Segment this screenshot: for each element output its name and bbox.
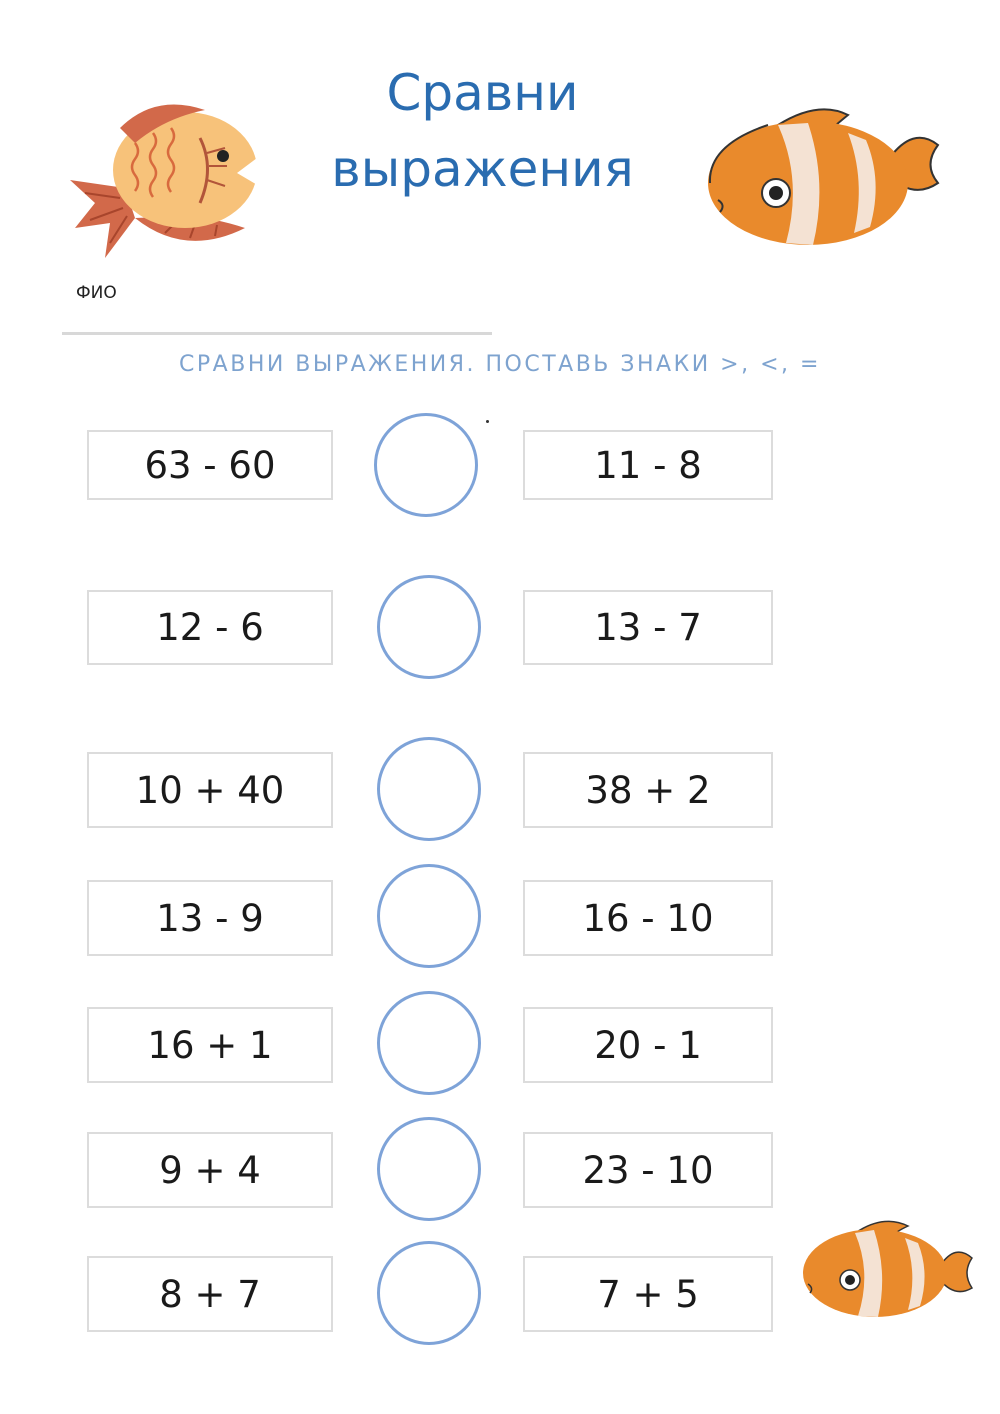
right-expression-2: 13 - 7 [523,590,773,665]
left-expression-2: 12 - 6 [87,590,333,665]
goldfish-icon [65,98,265,258]
comparison-circle-6[interactable] [377,1117,481,1221]
right-expression-1: 11 - 8 [523,430,773,500]
comparison-circle-4[interactable] [377,864,481,968]
comparison-circle-3[interactable] [377,737,481,841]
name-field-line[interactable] [62,332,492,335]
left-expression-3: 10 + 40 [87,752,333,828]
comparison-circle-1[interactable] [374,413,478,517]
left-expression-1: 63 - 60 [87,430,333,500]
page-title-line-1: Сравни [386,64,579,122]
name-field-label: ФИО [76,283,117,303]
comparison-circle-7[interactable] [377,1241,481,1345]
left-expression-5: 16 + 1 [87,1007,333,1083]
right-expression-4: 16 - 10 [523,880,773,956]
right-expression-5: 20 - 1 [523,1007,773,1083]
comparison-circle-5[interactable] [377,991,481,1095]
page-title-line-2: выражения [331,140,634,198]
clownfish-icon [708,105,943,250]
stray-dot [486,420,489,423]
instruction-text: СРАВНИ ВЫРАЖЕНИЯ. ПОСТАВЬ ЗНАКИ >, <, = [179,352,821,377]
right-expression-3: 38 + 2 [523,752,773,828]
small-clownfish-icon [800,1218,975,1320]
comparison-circle-2[interactable] [377,575,481,679]
right-expression-6: 23 - 10 [523,1132,773,1208]
left-expression-6: 9 + 4 [87,1132,333,1208]
right-expression-7: 7 + 5 [523,1256,773,1332]
left-expression-7: 8 + 7 [87,1256,333,1332]
left-expression-4: 13 - 9 [87,880,333,956]
